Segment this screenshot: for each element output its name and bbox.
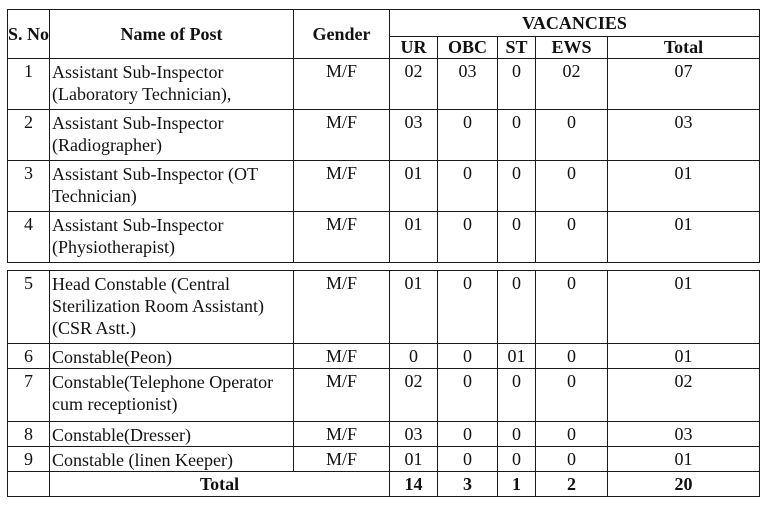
cell-post: Constable(Peon) bbox=[50, 344, 294, 369]
cell-post: Constable(Dresser) bbox=[50, 422, 294, 447]
header-total: Total bbox=[608, 37, 760, 59]
cell-ews: 0 bbox=[536, 344, 608, 369]
vacancy-table-part2 bbox=[7, 270, 760, 497]
table-row bbox=[8, 212, 760, 263]
cell-obc: 0 bbox=[438, 212, 498, 263]
cell-obc: 0 bbox=[438, 161, 498, 212]
cell-ur: 03 bbox=[390, 110, 438, 161]
cell-total: 03 bbox=[608, 422, 760, 447]
cell-ews: 0 bbox=[536, 447, 608, 472]
cell-ur: 01 bbox=[390, 212, 438, 263]
cell-total: 01 bbox=[608, 344, 760, 369]
total-st: 1 bbox=[498, 472, 536, 497]
cell-ur: 0 bbox=[390, 344, 438, 369]
cell-ews: 0 bbox=[536, 161, 608, 212]
cell-total: 07 bbox=[608, 59, 760, 110]
total-obc: 3 bbox=[438, 472, 498, 497]
total-label: Total bbox=[50, 472, 390, 497]
cell-post: Head Constable (Central Sterilization Room Assistant) (CSR Astt.) bbox=[50, 271, 294, 344]
cell-ur: 02 bbox=[390, 59, 438, 110]
cell-st: 0 bbox=[498, 447, 536, 472]
header-vacancies: VACANCIES bbox=[390, 10, 760, 37]
cell-obc: 0 bbox=[438, 422, 498, 447]
cell-sno: 4 bbox=[8, 212, 50, 263]
cell-total: 01 bbox=[608, 447, 760, 472]
cell-post: Assistant Sub-Inspector (Physiotherapist) bbox=[50, 212, 294, 263]
cell-post: Assistant Sub-Inspector (Laboratory Technician), bbox=[50, 59, 294, 110]
header-ews: EWS bbox=[536, 37, 608, 59]
cell-st: 0 bbox=[498, 212, 536, 263]
cell-ews: 0 bbox=[536, 369, 608, 422]
cell-post: Assistant Sub-Inspector (Radiographer) bbox=[50, 110, 294, 161]
cell-ews: 0 bbox=[536, 212, 608, 263]
cell-gender: M/F bbox=[294, 447, 390, 472]
header-obc: OBC bbox=[438, 37, 498, 59]
table-row bbox=[8, 447, 760, 472]
cell-ews: 0 bbox=[536, 422, 608, 447]
cell-gender: M/F bbox=[294, 110, 390, 161]
cell-gender: M/F bbox=[294, 271, 390, 344]
cell-obc: 0 bbox=[438, 447, 498, 472]
cell-ur: 02 bbox=[390, 369, 438, 422]
cell-ews: 02 bbox=[536, 59, 608, 110]
table-row bbox=[8, 369, 760, 422]
cell-sno: 6 bbox=[8, 344, 50, 369]
cell-sno-empty bbox=[8, 472, 50, 497]
cell-gender: M/F bbox=[294, 344, 390, 369]
total-ews: 2 bbox=[536, 472, 608, 497]
cell-sno: 9 bbox=[8, 447, 50, 472]
cell-ur: 01 bbox=[390, 271, 438, 344]
header-gender: Gender bbox=[294, 10, 390, 59]
cell-gender: M/F bbox=[294, 59, 390, 110]
cell-post: Constable(Telephone Operator cum receptionist) bbox=[50, 369, 294, 422]
total-row bbox=[8, 472, 760, 497]
cell-st: 0 bbox=[498, 369, 536, 422]
header-sno: S. No bbox=[8, 10, 50, 59]
cell-ur: 01 bbox=[390, 447, 438, 472]
cell-gender: M/F bbox=[294, 161, 390, 212]
header-name-of-post: Name of Post bbox=[50, 10, 294, 59]
table-row bbox=[8, 161, 760, 212]
cell-total: 02 bbox=[608, 369, 760, 422]
cell-ur: 03 bbox=[390, 422, 438, 447]
cell-st: 0 bbox=[498, 161, 536, 212]
cell-sno: 7 bbox=[8, 369, 50, 422]
cell-obc: 0 bbox=[438, 369, 498, 422]
cell-st: 0 bbox=[498, 422, 536, 447]
cell-sno: 2 bbox=[8, 110, 50, 161]
cell-gender: M/F bbox=[294, 369, 390, 422]
table-row bbox=[8, 271, 760, 344]
cell-sno: 8 bbox=[8, 422, 50, 447]
table-row bbox=[8, 344, 760, 369]
total-total: 20 bbox=[608, 472, 760, 497]
cell-obc: 0 bbox=[438, 344, 498, 369]
cell-obc: 0 bbox=[438, 271, 498, 344]
vacancy-table-part1 bbox=[7, 9, 760, 263]
cell-gender: M/F bbox=[294, 422, 390, 447]
cell-post: Constable (linen Keeper) bbox=[50, 447, 294, 472]
cell-gender: M/F bbox=[294, 212, 390, 263]
cell-st: 0 bbox=[498, 110, 536, 161]
cell-sno: 5 bbox=[8, 271, 50, 344]
cell-total: 01 bbox=[608, 161, 760, 212]
cell-ews: 0 bbox=[536, 271, 608, 344]
cell-sno: 3 bbox=[8, 161, 50, 212]
table-row bbox=[8, 59, 760, 110]
header-st: ST bbox=[498, 37, 536, 59]
cell-ur: 01 bbox=[390, 161, 438, 212]
cell-st: 0 bbox=[498, 271, 536, 344]
cell-post: Assistant Sub-Inspector (OT Technician) bbox=[50, 161, 294, 212]
cell-st: 0 bbox=[498, 59, 536, 110]
header-ur: UR bbox=[390, 37, 438, 59]
cell-obc: 03 bbox=[438, 59, 498, 110]
cell-ews: 0 bbox=[536, 110, 608, 161]
cell-obc: 0 bbox=[438, 110, 498, 161]
cell-sno: 1 bbox=[8, 59, 50, 110]
table-row bbox=[8, 110, 760, 161]
total-ur: 14 bbox=[390, 472, 438, 497]
table-row bbox=[8, 422, 760, 447]
cell-total: 01 bbox=[608, 271, 760, 344]
cell-total: 01 bbox=[608, 212, 760, 263]
cell-st: 01 bbox=[498, 344, 536, 369]
cell-total: 03 bbox=[608, 110, 760, 161]
